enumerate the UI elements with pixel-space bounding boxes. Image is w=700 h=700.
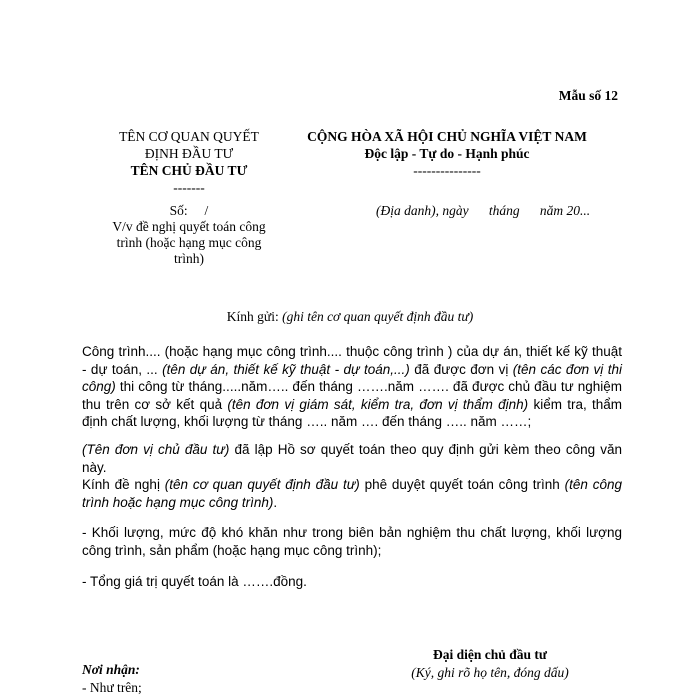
para2-italic-1: (Tên đơn vị chủ đầu tư): [82, 442, 230, 457]
recipient-value: (ghi tên cơ quan quyết định đầu tư): [282, 309, 474, 324]
paragraph-project-info: [82, 343, 622, 431]
paragraph-request: [82, 476, 622, 511]
right-header: [268, 128, 626, 179]
reference-block: [80, 203, 298, 267]
document-number: Số: /: [169, 203, 209, 218]
agency-line-2: ĐỊNH ĐẦU TƯ: [144, 146, 234, 161]
nation-title: CỘNG HÒA XÃ HỘI CHỦ NGHĨA VIỆT NAM: [307, 129, 587, 144]
recipient-line: [0, 309, 700, 325]
investor-name: TÊN CHỦ ĐẦU TƯ: [130, 163, 248, 178]
subject-line-1: V/v đề nghị quyết toán công: [112, 219, 266, 234]
para2-text-1: đã lập Hồ sơ quyết toán theo quy định gửi kèm theo công văn này.: [82, 442, 622, 475]
receivers-label: Nơi nhận:: [82, 662, 140, 677]
para1-italic-2: (tên các đơn vị thi công): [82, 361, 622, 394]
place-date: (Địa danh), ngày tháng năm 20...: [376, 203, 591, 218]
para3-italic-1: (tên cơ quan quyết định đầu tư): [164, 477, 360, 492]
para1-italic-1: (tên dự án, thiết kế kỹ thuật - dự toán,...): [162, 361, 410, 377]
para1-italic-3: (tên đơn vị giám sát, kiểm tra, đơn vị thẩm định): [227, 396, 529, 412]
left-divider: -------: [173, 180, 205, 195]
signature-title: Đại diện chủ đầu tư: [433, 647, 547, 662]
para3-text-3: .: [273, 494, 278, 510]
paragraph-total-value: - Tổng giá trị quyết toán là …….đồng.: [82, 574, 307, 589]
subject-line-3: trình): [174, 251, 204, 266]
subject-line-2: trình (hoặc hạng mục công: [116, 235, 262, 250]
receivers-block: [82, 661, 142, 697]
para1-text-2: đã được đơn vị: [409, 361, 513, 377]
signature-block: [340, 646, 640, 682]
form-number: Mẫu số 12: [558, 88, 618, 103]
para1-text-4: kiểm tra, thẩm định chất lượng, khối lượng từ tháng ….. năm …. đến tháng ….. năm ……;: [82, 396, 622, 429]
paragraph-dossier: [82, 441, 622, 476]
para3-text-2: phê duyệt quyết toán công trình: [359, 477, 565, 492]
para1-text-3: thi công từ tháng.....năm….. đến tháng …….năm ……. đã được chủ đầu tư nghiệm thu trên cơ sở kết quả: [82, 379, 622, 412]
national-motto: Độc lập - Tự do - Hạnh phúc: [364, 146, 530, 161]
signature-note: (Ký, ghi rõ họ tên, đóng dấu): [411, 665, 569, 680]
agency-line-1: TÊN CƠ QUAN QUYẾT: [119, 129, 259, 144]
para1-text-1: Công trình.... (hoặc hạng mục công trình.... thuộc công trình ) của dự án, thiết kế kỹ thuật - dự toán, ...: [82, 344, 622, 377]
para3-italic-2: (tên công trình hoặc hạng mục công trình): [82, 477, 622, 510]
para3-text-1: Kính đề nghị: [82, 477, 165, 492]
right-divider: ---------------: [413, 163, 481, 178]
paragraph-volume: - Khối lượng, mức độ khó khăn như trong biên bản nghiệm thu chất lượng, khối lượng công trình, sản phẩm (hoặc hạng mục công trình);: [82, 525, 622, 558]
receivers-item: - Như trên;: [82, 680, 142, 695]
left-header: [80, 128, 298, 196]
recipient-label: Kính gửi:: [226, 309, 283, 324]
